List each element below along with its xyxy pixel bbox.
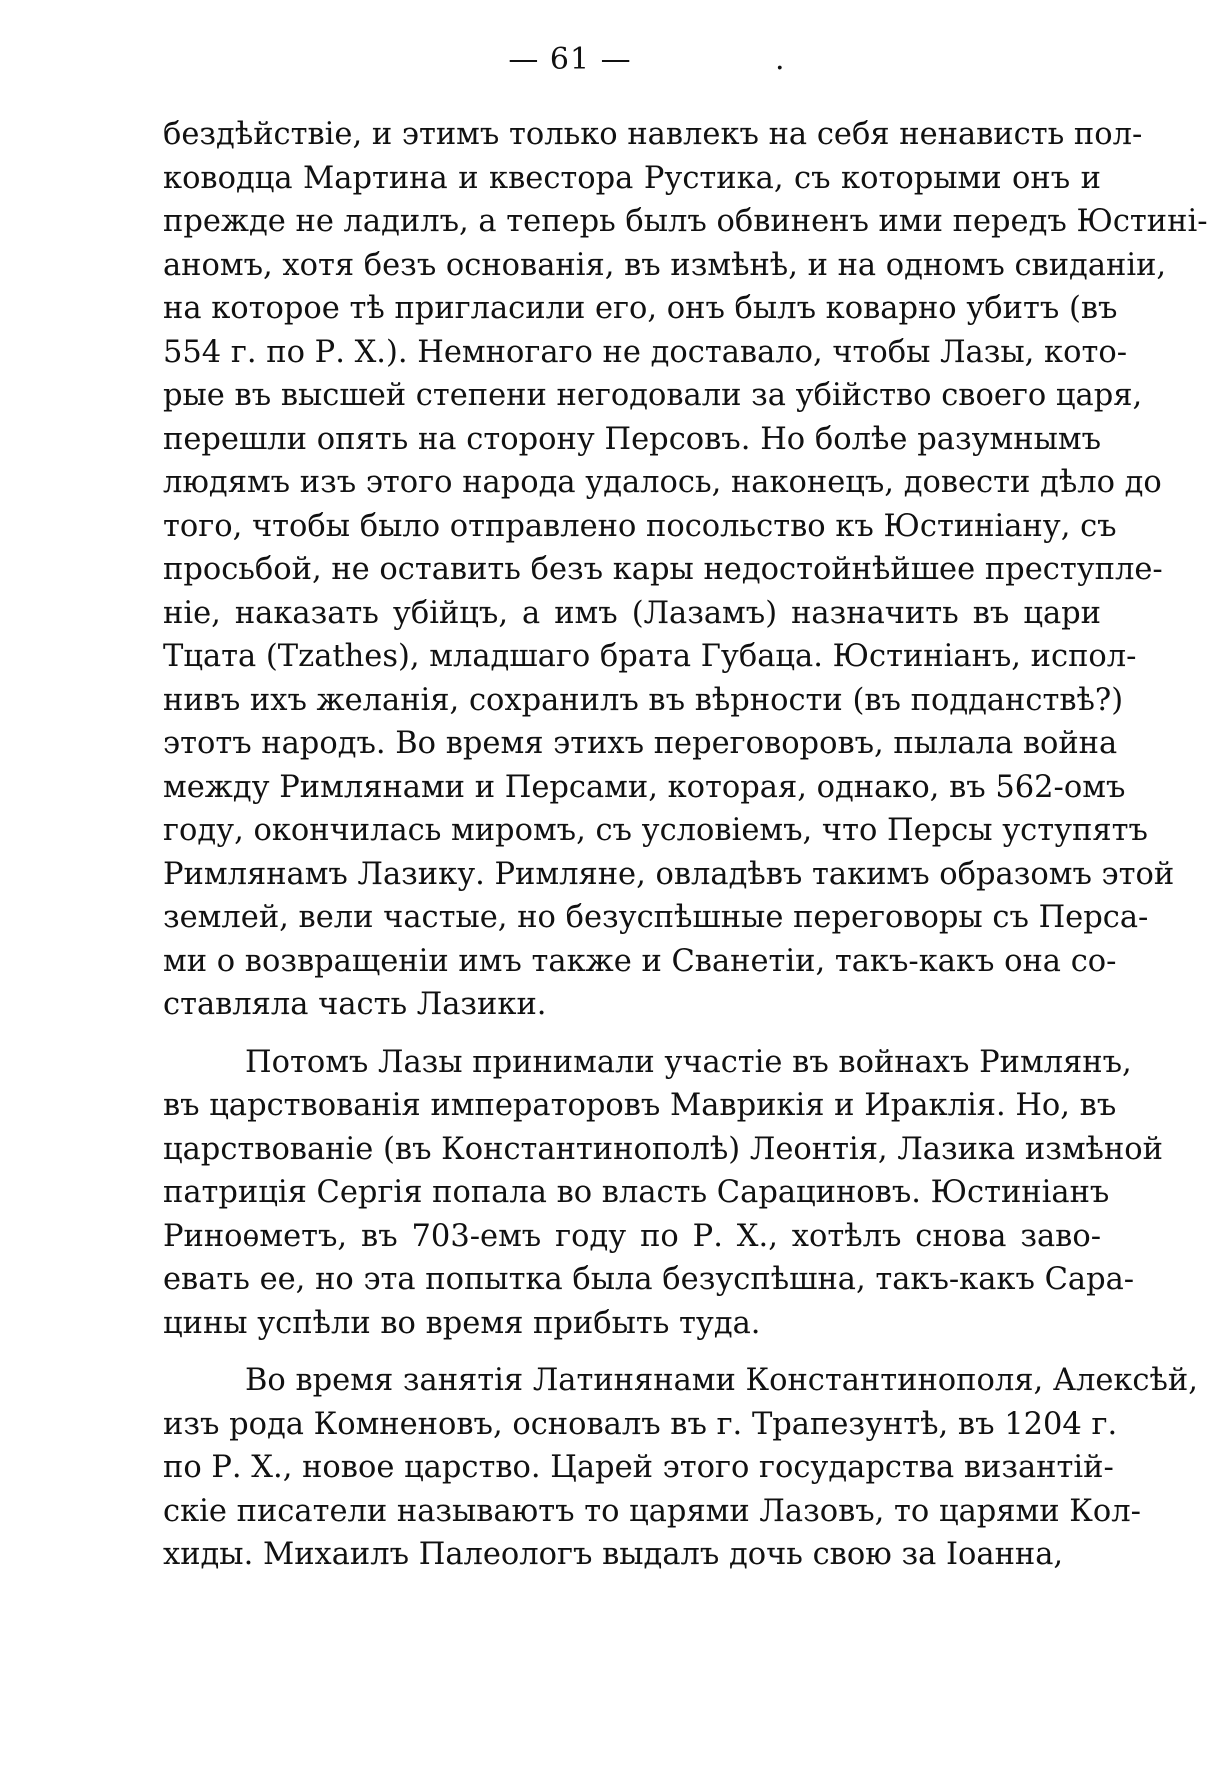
text-line: въ царствованія императоровъ Маврикія и Ираклія. Но, въ — [163, 1088, 1117, 1123]
text-line: перешли опять на сторону Персовъ. Но болѣе разумнымъ — [163, 421, 1101, 457]
text-line: Римлянамъ Лазику. Римляне, овладѣвъ такимъ образомъ этой — [163, 856, 1175, 892]
text-line: по Р. Х., новое царство. Царей этого государства византій- — [163, 1450, 1114, 1485]
text-line: ніе, наказать убійцъ, а имъ (Лазамъ) назначить въ цари — [163, 595, 1101, 631]
text-line: скіе писатели называютъ то царями Лазовъ, то царями Кол- — [163, 1493, 1141, 1529]
text-line: между Римлянами и Персами, которая, однако, въ 562-омъ — [163, 769, 1126, 805]
text-line: цины успѣли во время прибыть туда. — [163, 1305, 761, 1341]
text-line: году, окончилась миромъ, съ условіемъ, что Персы уступятъ — [163, 813, 1148, 848]
text-line: просьбой, не оставить безъ кары недостойнѣйшее преступле- — [163, 552, 1163, 587]
page-header — [0, 42, 1140, 78]
text-line: Риноѳметъ, въ 703-емъ году по Р. Х., хотѣлъ снова заво- — [163, 1218, 1101, 1254]
paragraph-gap — [163, 1345, 1101, 1359]
text-line: Во время занятія Латинянами Константинополя, Алексѣй, — [245, 1363, 1198, 1398]
text-line: ставляла часть Лазики. — [163, 987, 547, 1022]
text-line: этотъ народъ. Во время этихъ переговоровъ, пылала война — [163, 726, 1118, 761]
text-line: Потомъ Лазы принимали участіе въ войнахъ Римлянъ, — [245, 1044, 1132, 1080]
text-line: людямъ изъ этого народа удалось, наконецъ, довести дѣло до — [163, 465, 1162, 500]
text-line: ми о возвращеніи имъ также и Сванетіи, такъ-какъ она со- — [163, 943, 1117, 979]
text-line: патриція Сергія попала во власть Сарациновъ. Юстиніанъ — [163, 1175, 1110, 1210]
text-line: землей, вели частые, но безуспѣшные переговоры съ Перса- — [163, 900, 1149, 935]
text-line: изъ рода Комненовъ, основалъ въ г. Трапезунтѣ, въ 1204 г. — [163, 1406, 1118, 1442]
text-line: нивъ ихъ желанія, сохранилъ въ вѣрности (въ подданствѣ?) — [163, 682, 1124, 718]
page-mark: . — [775, 42, 786, 77]
text-line: на которое тѣ пригласили его, онъ былъ коварно убитъ (въ — [163, 291, 1118, 326]
text-line: прежде не ладилъ, а теперь былъ обвиненъ ими передъ Юстині- — [163, 204, 1208, 239]
text-line: евать ее, но эта попытка была безуспѣшна, такъ-какъ Сара- — [163, 1262, 1135, 1297]
text-body — [163, 113, 1208, 1577]
text-line: рые въ высшей степени негодовали за убійство своего царя, — [163, 378, 1143, 413]
text-line: бездѣйствіе, и этимъ только навлекъ на себя ненависть пол- — [163, 117, 1143, 152]
text-line: ководца Мартина и квестора Рустика, съ которыми онъ и — [163, 160, 1101, 196]
text-line: аномъ, хотя безъ основанія, въ измѣнѣ, и на одномъ свиданіи, — [163, 247, 1167, 283]
text-line: того, чтобы было отправлено посольство къ Юстиніану, съ — [163, 508, 1117, 544]
text-line: 554 г. по Р. Х.). Немногаго не доставало, чтобы Лазы, кото- — [163, 334, 1128, 370]
text-line: хиды. Михаилъ Палеологъ выдалъ дочь свою за Іоанна, — [163, 1537, 1064, 1572]
page-number: — 61 — — [508, 42, 632, 77]
text-line: царствованіе (въ Константинополѣ) Леонтія, Лазика измѣной — [163, 1131, 1163, 1167]
text-line: Тцата (Tzathes), младшаго брата Губаца. Юстиніанъ, испол- — [163, 639, 1137, 674]
paragraph-gap — [163, 1027, 1101, 1041]
